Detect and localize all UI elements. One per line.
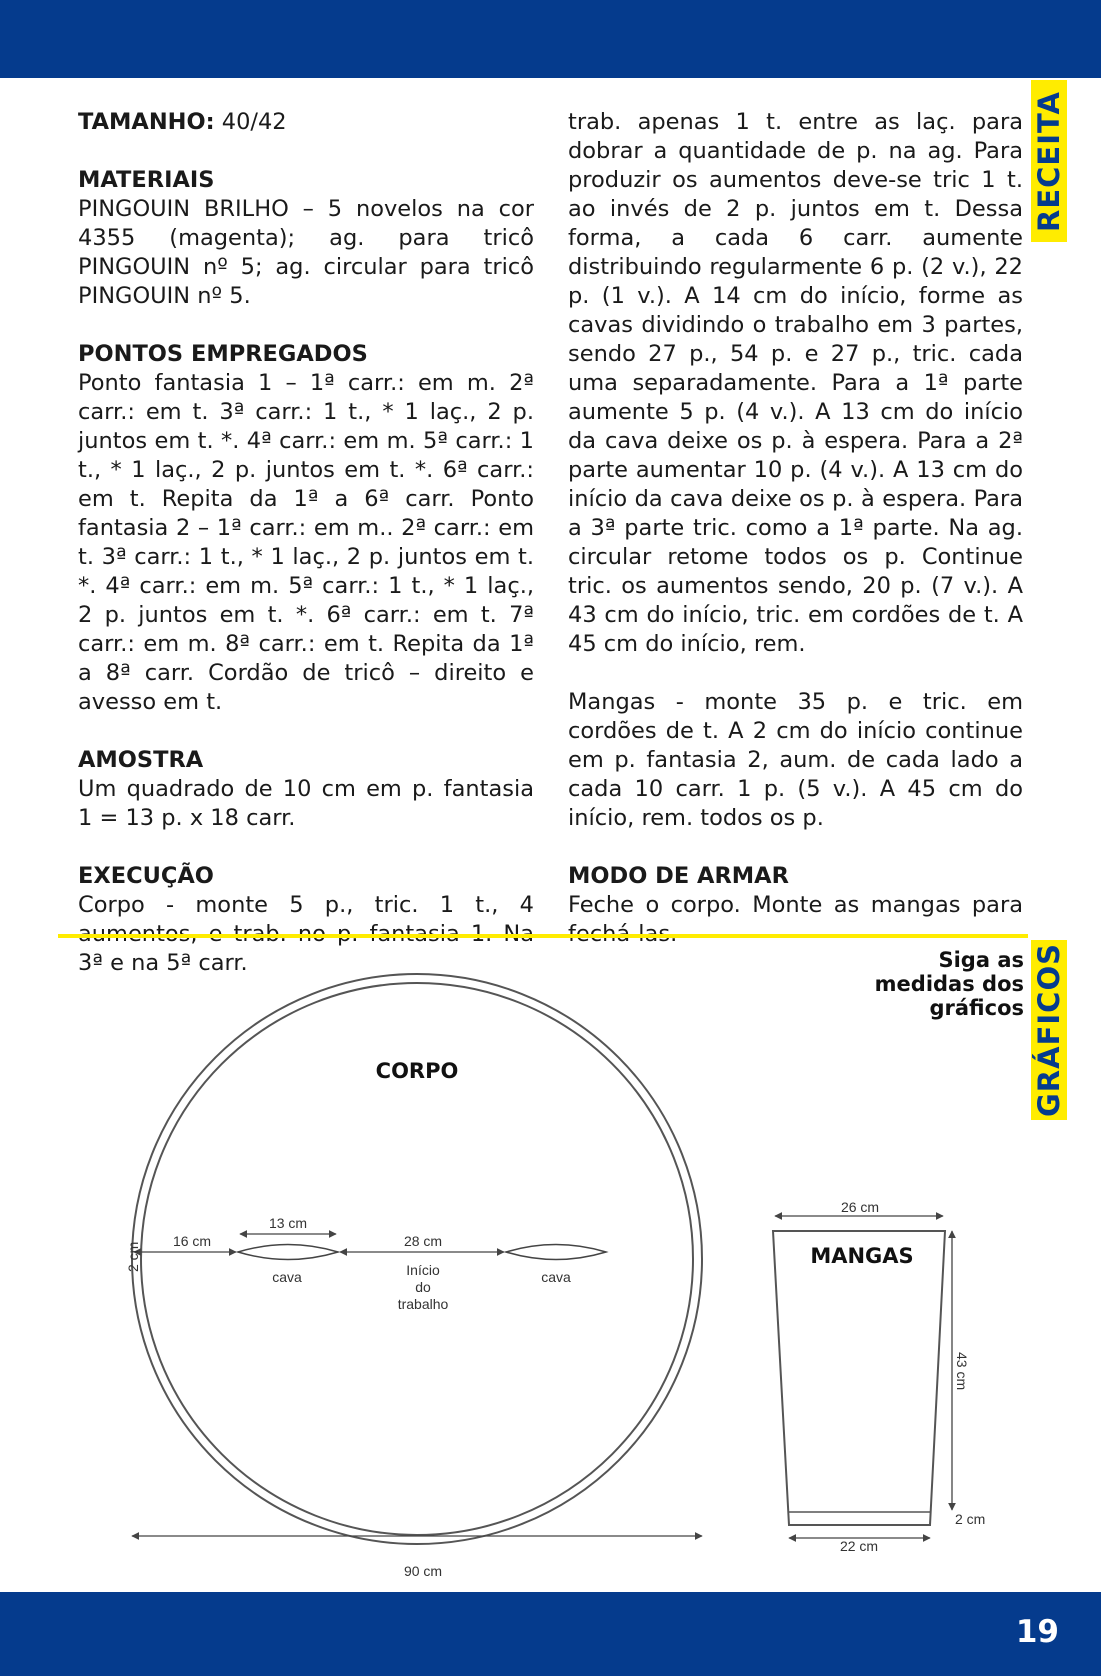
mangas-dim-2cm-label: 2 cm [955,1511,986,1527]
inicio-label-line: Início [406,1262,440,1278]
receita-tab-label: RECEITA [1032,90,1066,232]
top-header-bar [0,0,1101,78]
note-line: Siga as [938,948,1024,972]
mangas-text: Mangas - monte 35 p. e tric. em cordões de t. A 2 cm do início continue em p. fantasia 2, aum. de cada lado a cada 10 carr. 1 p. (5 v.). A 45 cm do início, rem. todos os p. [568,689,1023,831]
left-text-column [78,108,534,978]
materiais-section [78,166,534,311]
modo-de-armar-heading: MODO DE ARMAR [568,863,789,889]
cava-right-shape [506,1245,606,1260]
corpo-title: CORPO [375,1059,459,1083]
amostra-heading: AMOSTRA [78,747,204,773]
modo-de-armar-text: Feche o corpo. Monte as mangas para [568,892,1023,918]
inicio-label-line: trabalho [397,1296,449,1312]
amostra-text: Um quadrado de 10 cm em p. fantasia 1 = 13 p. x 18 carr. [78,776,534,831]
dim-16cm-label: 16 cm [172,1233,212,1249]
bottom-footer-bar [0,1592,1101,1676]
dim-26cm-label: 26 cm [840,1199,880,1215]
cava-left-label: cava [272,1269,302,1285]
dim-22cm-label: 22 cm [839,1538,879,1554]
mangas-diagram [773,1199,985,1554]
materiais-heading: MATERIAIS [78,167,215,193]
dim-43cm-label: 43 cm [954,1352,970,1391]
cava-left-shape [238,1245,338,1260]
tamanho-value: 40/42 [214,109,287,135]
cava-right-label: cava [541,1269,571,1285]
pontos-text: Ponto fantasia 1 – 1ª carr.: em m. 2ª carr.: em t. 3ª carr.: 1 t., * 1 laç., 2 p. juntos em t. *. 4ª carr.: em m. 5ª carr.: 1 t., * 1 laç., 2 p. juntos em t. *. 6ª carr.: em t. Repita da 1ª a 6ª carr. Ponto fantasia 2 – 1ª carr.: em m.. 2ª carr.: em t. 3ª carr.: 1 t., * 1 laç., 2 p. juntos em t. *. 4ª carr.: em m. 5ª carr.: 1 t., * 1 laç., 2 p. juntos em t. *. 6ª carr.: em t. 7ª carr.: em m. 8ª carr.: em t. Repita da 1ª a 8ª carr. Cordão de tricô – direito e avesso em t. [78,370,534,715]
amostra-section [78,746,534,833]
execucao-continued-text: trab. apenas 1 t. entre as laç. para dobrar a quantidade de p. na ag. Para produzir os aumentos deve-se tric 1 t. ao invés de 2 p. juntos em t. Dessa forma, a cada 6 carr. aumente distribuindo regularmente 6 p. (2 v.), 22 p. (1 v.). A 14 cm do início, forme as cavas dividindo o trabalho em 3 partes, sendo 27 p., 54 p. e 27 p., tric. cada uma separadamente. Para a 1ª parte aumente 5 p. (4 v.). A 13 cm do início da cava deixe os p. à espera. Para a 2ª parte aumentar 10 p. (4 v.). A 13 cm do início da cava deixe os p. à espera. Para a 3ª parte tric. como a 1ª parte. Na ag. circular retome todos os p. Continue tric. os aumentos sendo, 20 p. (7 v.). A 43 cm do início, tric. em cordões de t. A 45 cm do início, rem. [568,109,1023,657]
page-number: 19 [1015,1614,1059,1650]
pattern-diagrams [0,940,1101,1592]
execucao-continued [568,108,1023,659]
section-divider [58,934,1028,938]
receita-side-tab [1031,80,1067,242]
dim-13cm-label: 13 cm [268,1215,308,1231]
corpo-diagram [125,974,702,1579]
dim-28cm-label: 28 cm [403,1233,443,1249]
graficos-tab-label: GRÁFICOS [1032,943,1066,1117]
mangas-title: MANGAS [810,1244,914,1268]
tamanho-label: TAMANHO: [78,109,215,135]
materiais-text: PINGOUIN BRILHO – 5 novelos na cor 4355 (magenta); ag. para tricô PINGOUIN nº 5; ag. circular para tricô PINGOUIN nº 5. [78,196,534,309]
mangas-section [568,688,1023,833]
note-line: gráficos [929,996,1024,1020]
execucao-heading: EXECUÇÃO [78,863,214,889]
mangas-outline [773,1231,945,1525]
pontos-section [78,340,534,717]
note-line: medidas dos [874,972,1024,996]
inicio-label-line: do [415,1279,431,1295]
execucao-text: Corpo - monte 5 p., tric. 1 t., 4 3ª e na 5ª carr. [78,892,534,976]
dim-2cm-label: 2 cm [125,1241,141,1272]
right-text-column [568,108,1023,949]
dim-90cm-label: 90 cm [403,1563,443,1579]
tamanho-section [78,108,534,137]
pontos-heading: PONTOS EMPREGADOS [78,341,368,367]
